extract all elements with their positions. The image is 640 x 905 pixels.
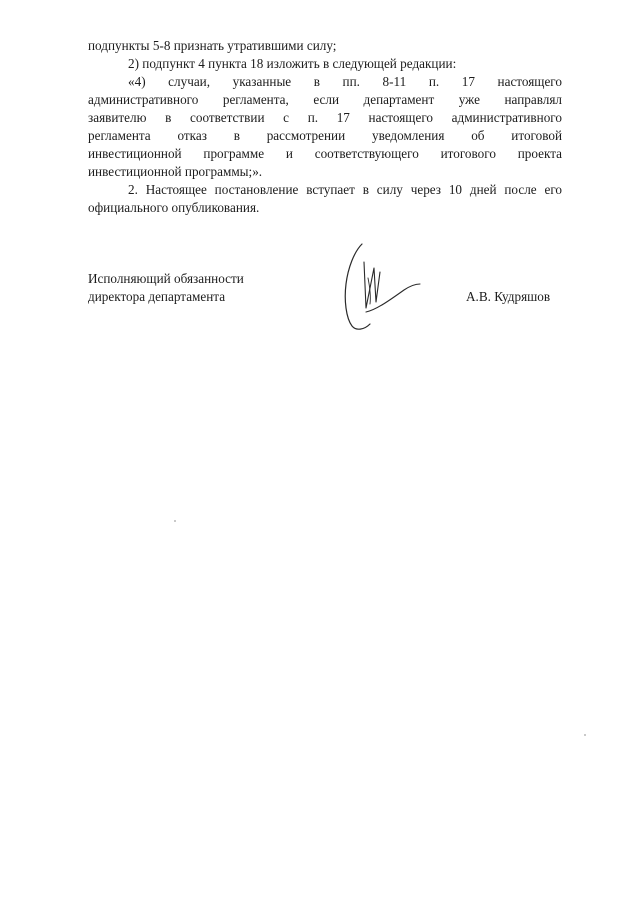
handwritten-signature: [340, 238, 424, 334]
paragraph-line: заявителю в соответствии с п. 17 настоящего административного: [88, 110, 562, 125]
document-body: [88, 37, 562, 217]
scan-speck: [174, 520, 176, 522]
signer-position-line: директора департамента: [88, 289, 226, 304]
signature-block: [88, 270, 562, 340]
signer-position: [88, 270, 244, 306]
paragraph-line: регламента отказ в рассмотрении уведомления об итоговой: [88, 128, 562, 143]
paragraph-line: 2) подпункт 4 пункта 18 изложить в следующей редакции:: [128, 56, 457, 71]
signer-name: А.В. Кудряшов: [466, 289, 551, 304]
paragraph-line: административного регламента, если департамент уже направлял: [88, 92, 562, 107]
paragraph-line: 2. Настоящее постановление вступает в силу через 10 дней после его: [128, 182, 562, 197]
scan-speck: [584, 734, 586, 736]
paragraph-line: «4) случаи, указанные в пп. 8-11 п. 17 настоящего: [128, 74, 562, 89]
paragraph-line: инвестиционной программе и соответствующего итогового проекта: [88, 146, 562, 161]
paragraph-line: официального опубликования.: [88, 200, 260, 215]
paragraph-line: инвестиционной программы;».: [88, 164, 263, 179]
paragraph-line: подпункты 5-8 признать утратившими силу;: [88, 38, 337, 53]
signer-position-line: Исполняющий обязанности: [88, 271, 244, 286]
